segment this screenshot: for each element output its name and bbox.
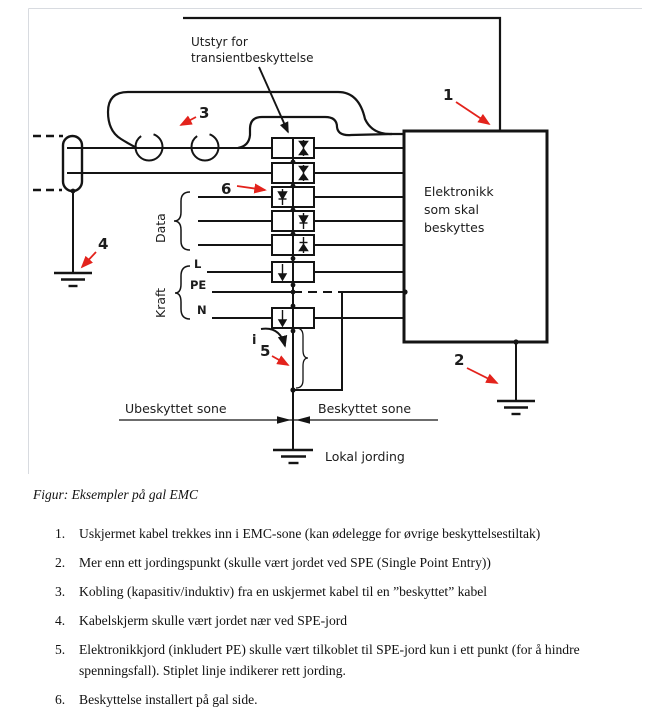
list-item-number: 4. (55, 613, 66, 628)
list-item (55, 552, 627, 573)
protection-device-row (272, 211, 314, 231)
coupling-loop-cable (108, 92, 404, 148)
signal-wires (67, 148, 405, 318)
list-item-text: Elektronikkjord (inkludert PE) skulle vært tilkoblet til SPE-jord kun i ett punkt (for å hindre spenningsfall). Stiplet linje indikerer rett jording. (79, 642, 580, 678)
protection-device-row (272, 235, 314, 255)
l-wire-label: L (194, 257, 202, 271)
device-pointer-arrow (259, 67, 288, 132)
notes-list (55, 523, 627, 710)
pe-wire-label: PE (190, 278, 207, 292)
device-label-line2: transientbeskyttelse (191, 51, 314, 65)
callout-1-arrow (456, 102, 489, 124)
electronics-box-label-2: som skal (424, 202, 479, 217)
callout-4 (82, 235, 108, 267)
local-ground (273, 450, 313, 463)
protection-device-row (272, 163, 314, 183)
callout-4-arrow (82, 252, 96, 267)
callout-2-arrow (467, 368, 497, 383)
list-item-text: Beskyttelse installert på gal side. (79, 692, 258, 707)
current-i-label: i (252, 333, 257, 348)
callout-3 (181, 104, 209, 125)
wrong-ground-loop (293, 292, 342, 390)
list-item (55, 610, 627, 631)
electronics-box-label-3: beskyttes (424, 220, 485, 235)
list-item-number: 3. (55, 584, 66, 599)
callout-3-number: 3 (199, 104, 210, 122)
list-item (55, 689, 627, 710)
wire-group-labels (153, 192, 207, 319)
zone-boundary (119, 401, 438, 424)
protection-device-row (272, 308, 314, 328)
callout-4-number: 4 (98, 235, 109, 253)
callout-5 (260, 342, 288, 365)
data-group-label: Data (153, 213, 168, 243)
list-item-number: 1. (55, 526, 66, 541)
protection-device-row (272, 138, 314, 158)
zone-protected-label: Beskyttet sone (318, 401, 412, 416)
list-item-number: 6. (55, 692, 66, 707)
figure-caption: Figur: Eksempler på gal EMC (33, 487, 198, 502)
list-item-number: 2. (55, 555, 66, 570)
current-brace (296, 328, 308, 388)
callout-6-arrow (237, 186, 265, 190)
callout-3-arrow (181, 117, 196, 125)
protection-device-row (272, 187, 314, 207)
electronics-ground (497, 342, 535, 414)
cable-shield (33, 136, 82, 191)
zone-unprotected-label: Ubeskyttet sone (125, 401, 227, 416)
electronics-box (404, 131, 547, 342)
list-item-text: Kobling (kapasitiv/induktiv) fra en uskjermet kabel til en ”beskyttet” kabel (79, 584, 488, 599)
list-item-text: Mer enn ett jordingspunkt (skulle vært jordet ved SPE (Single Point Entry)) (79, 555, 491, 570)
list-item (55, 639, 627, 681)
data-group-brace (174, 192, 190, 250)
device-label-line1: Utstyr for (191, 35, 248, 49)
boundary-arrow-right (296, 416, 310, 424)
electronics-box-label-1: Elektronikk (424, 184, 494, 199)
callout-1 (443, 86, 489, 124)
list-item (55, 523, 627, 544)
callout-6-number: 6 (221, 180, 232, 198)
callout-6 (221, 180, 265, 198)
list-item-text: Uskjermet kabel trekkes inn i EMC-sone (kan ødelegge for øvrige beskyttelsestiltak) (79, 526, 541, 541)
local-ground-label: Lokal jording (325, 449, 405, 464)
list-item-number: 5. (55, 642, 66, 657)
callout-2 (454, 351, 497, 383)
power-group-brace (175, 266, 190, 319)
list-item (55, 581, 627, 602)
callout-1-number: 1 (443, 86, 454, 104)
list-item-text: Kabelskjerm skulle vært jordet nær ved SPE-jord (79, 613, 348, 628)
power-group-label: Kraft (153, 287, 168, 318)
n-wire-label: N (197, 303, 207, 317)
callout-2-number: 2 (454, 351, 465, 369)
callout-5-number: 5 (260, 342, 271, 360)
boundary-arrow-left (277, 416, 291, 424)
protection-device-row (272, 262, 314, 282)
callout-5-arrow (272, 356, 288, 365)
shield-ground (54, 190, 92, 286)
